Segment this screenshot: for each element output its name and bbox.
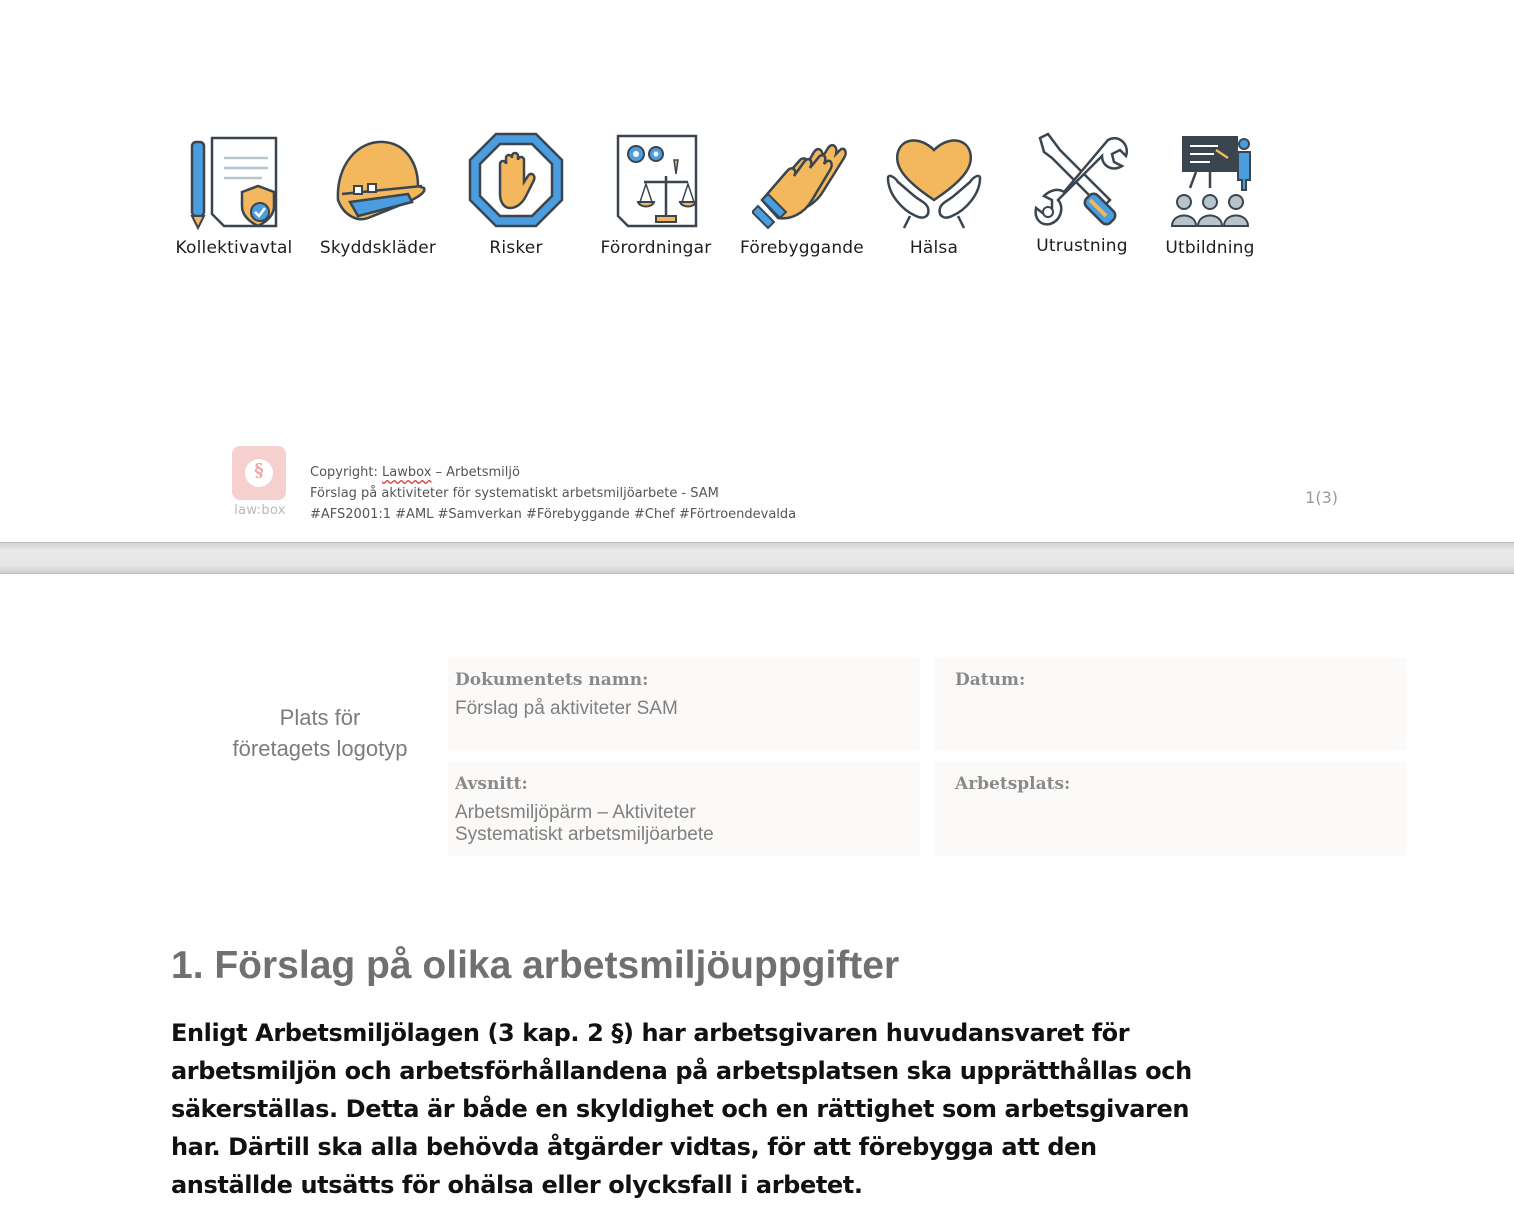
contract-icon (184, 130, 284, 230)
icon-label: Kollektivavtal (175, 238, 293, 258)
icon-row (0, 130, 1514, 280)
icon-item-forebyggande (732, 130, 872, 258)
document-page-2 (0, 574, 1514, 1226)
date-field[interactable] (934, 658, 1406, 750)
company-logo-placeholder: Plats för företagets logotyp (232, 705, 408, 761)
workplace-label: Arbetsplats: (955, 774, 1071, 794)
page-footer (232, 446, 1342, 526)
date-label: Datum: (955, 670, 1026, 690)
footer-copyright: Copyright: Lawbox – Arbetsmiljö (310, 465, 520, 480)
lawbox-logo (232, 446, 288, 522)
icon-item-kollektivavtal (164, 130, 304, 258)
icon-item-risker (446, 130, 586, 258)
document-name-field[interactable] (448, 658, 920, 750)
icon-label: Förordningar (600, 238, 712, 258)
section-value: Arbetsmiljöpärm – Aktiviteter Systematiskt arbetsmiljöarbete (455, 802, 714, 845)
footer-hashtags: #AFS2001:1 #AML #Samverkan #Förebyggande #Chef #Förtroendevalda (310, 507, 797, 522)
hard-hat-icon (328, 130, 428, 230)
logo-wordmark: law:box (234, 503, 286, 518)
icon-item-forordningar (586, 130, 726, 258)
icon-label: Förebyggande (740, 238, 864, 258)
footer-description: Förslag på aktiviteter för systematiskt arbetsmiljöarbete - SAM (310, 486, 719, 501)
icon-label: Utrustning (1036, 236, 1128, 256)
logo-square (232, 446, 286, 500)
icon-item-utrustning (1012, 130, 1152, 256)
section-label: Avsnitt: (455, 774, 528, 794)
workplace-field[interactable] (934, 762, 1406, 856)
training-icon (1160, 130, 1260, 230)
icon-item-skyddsklader (308, 130, 448, 258)
section-heading: 1. Förslag på olika arbetsmiljöuppgifter (171, 944, 900, 987)
heart-hands-icon (884, 130, 984, 230)
tools-icon (1032, 130, 1132, 230)
stop-hand-icon (466, 130, 566, 230)
section-field[interactable] (448, 762, 920, 856)
spellcheck-underlined-word: Lawbox (382, 465, 432, 480)
intro-paragraph: Enligt Arbetsmiljölagen (3 kap. 2 §) har arbetsgivaren huvudansvaret för arbetsmiljön och arbetsförhållandena på arbetsplatsen ska upprätthållas och säkerställas. Detta är både en skyldighet och en rättighet som arbetsgivaren har. Därtill ska alla behövda åtgärder vidtas, för att förebygga att den anställde utsätts för ohälsa eller olycksfall i arbetet. (171, 1019, 1192, 1199)
page-number: 1(3) (1305, 488, 1338, 507)
icon-item-halsa (864, 130, 1004, 258)
icon-label: Hälsa (909, 238, 959, 258)
footer-text (310, 462, 796, 525)
icon-label: Skyddskläder (319, 238, 437, 258)
icon-label: Risker (489, 238, 543, 258)
paragraph-icon: § (254, 460, 264, 481)
document-name-value: Förslag på aktiviteter SAM (455, 698, 678, 719)
document-name-label: Dokumentets namn: (455, 670, 649, 690)
gloves-icon (752, 130, 852, 230)
page-separator (0, 542, 1514, 574)
icon-label: Utbildning (1165, 238, 1255, 258)
document-page-1 (0, 0, 1514, 542)
regulations-scale-icon (606, 130, 706, 230)
icon-item-utbildning (1140, 130, 1280, 258)
